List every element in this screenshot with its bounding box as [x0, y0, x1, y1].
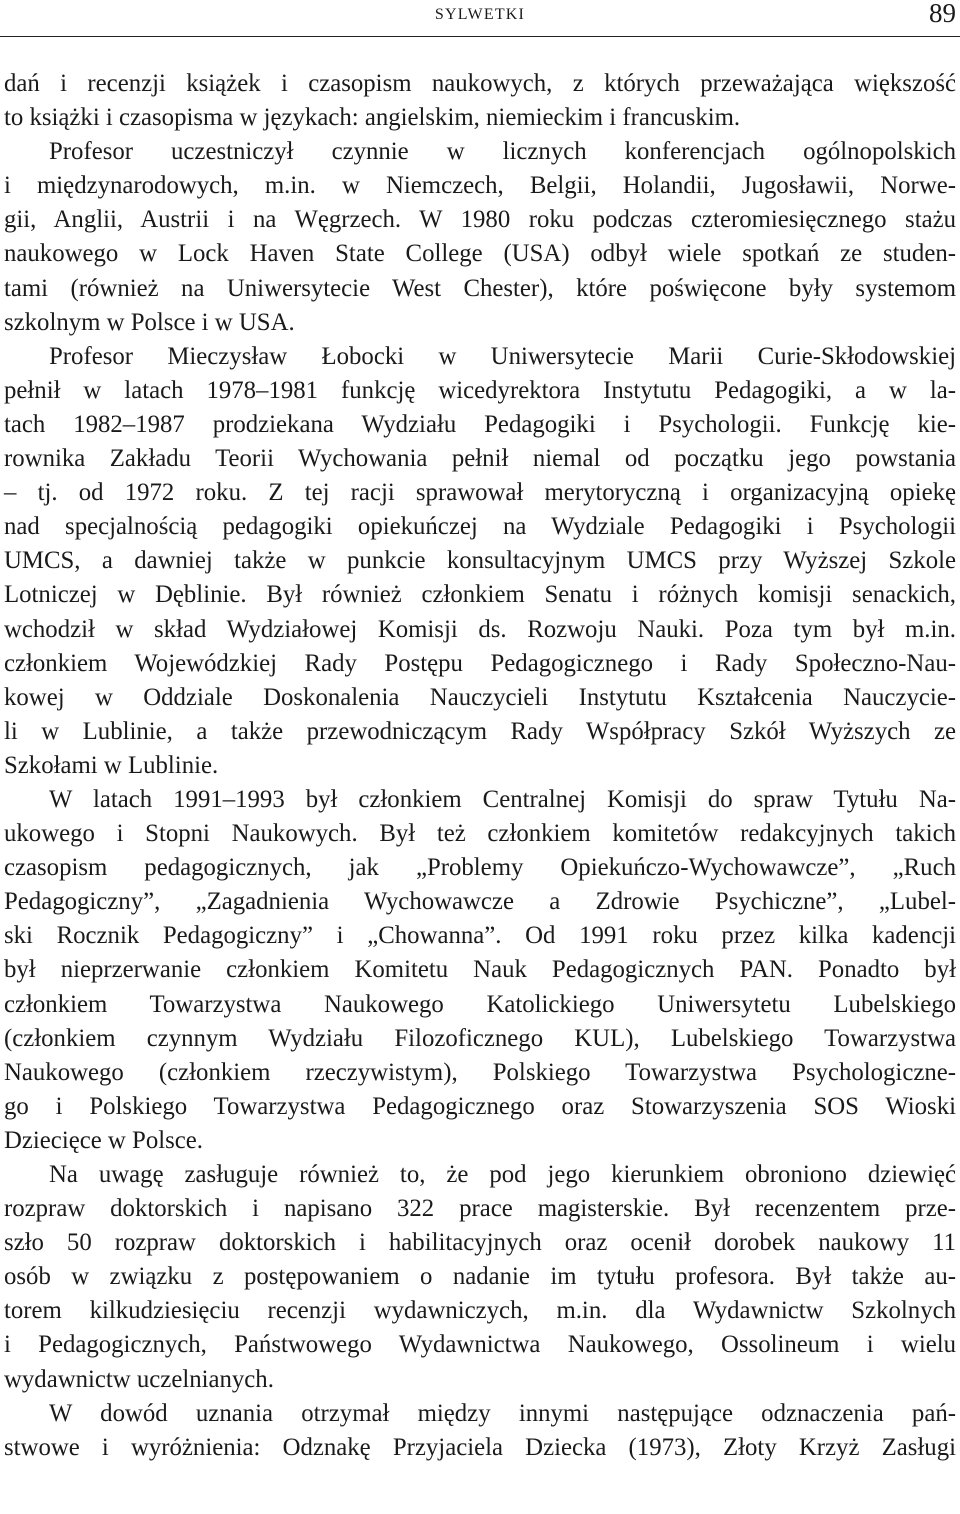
text-line: Profesor Mieczysław Łobocki w Uniwersytecie Marii Curie-Skłodowskiej: [49, 342, 956, 370]
text-line: pełnił w latach 1978–1981 funkcję wicedyrektora Instytutu Pedagogiki, a w la-: [4, 376, 956, 404]
text-line: kowej w Oddziale Doskonalenia Nauczycieli Instytutu Kształcenia Nauczycie-: [4, 683, 956, 711]
text-line: W dowód uznania otrzymał między innymi następujące odznaczenia pań-: [49, 1399, 956, 1427]
text-line: UMCS, a dawniej także w punkcie konsultacyjnym UMCS przy Wyższej Szkole: [4, 547, 956, 575]
text-line: ski Rocznik Pedagogiczny” i „Chowanna”. Od 1991 roku przez kilka kadencji: [4, 922, 956, 950]
text-line: W latach 1991–1993 był członkiem Centralnej Komisji do spraw Tytułu Na-: [49, 785, 956, 813]
text-line: i Pedagogicznych, Państwowego Wydawnictwa Naukowego, Ossolineum i wielu: [4, 1331, 956, 1359]
text-line: rownika Zakładu Teorii Wychowania pełnił niemal od początku jego powstania: [4, 445, 956, 473]
text-line: naukowego w Lock Haven State College (USA) odbył wiele spotkań ze studen-: [4, 240, 956, 268]
text-line: nad specjalnością pedagogiki opiekuńczej na Wydziale Pedagogiki i Psychologii: [4, 513, 956, 541]
text-line: gii, Anglii, Austrii i na Węgrzech. W 1980 roku podczas czteromiesięcznego stażu: [4, 206, 956, 234]
text-line: Naukowego (członkiem rzeczywistym), Polskiego Towarzystwa Psychologiczne-: [4, 1058, 956, 1086]
text-line: szło 50 rozpraw doktorskich i habilitacyjnych oraz ocenił dorobek naukowy 11: [4, 1229, 956, 1257]
page-header: [0, 0, 960, 37]
text-line: rozpraw doktorskich i napisano 322 prace magisterskie. Był recenzentem prze-: [4, 1195, 956, 1223]
body-text: [4, 67, 956, 1465]
text-line: dań i recenzji książek i czasopism naukowych, z których przeważająca większość: [4, 70, 956, 97]
page-number: 89: [929, 0, 956, 28]
text-line: Dziecięce w Polsce.: [4, 1126, 203, 1154]
text-line: osób w związku z postępowaniem o nadanie im tytułu profesora. Był także au-: [4, 1263, 956, 1291]
text-line: li w Lublinie, a także przewodniczącym Rady Współpracy Szkół Wyższych ze: [4, 717, 956, 745]
text-line: tami (również na Uniwersytecie West Chester), które poświęcone były systemom: [4, 274, 956, 302]
text-line: Na uwagę zasługuje również to, że pod jego kierunkiem obroniono dziewięć: [49, 1161, 956, 1188]
text-line: (członkiem czynnym Wydziału Filozoficznego KUL), Lubelskiego Towarzystwa: [4, 1024, 956, 1052]
text-line: wchodził w skład Wydziałowej Komisji ds. Rozwoju Nauki. Poza tym był m.in.: [4, 615, 956, 643]
text-line: członkiem Towarzystwa Naukowego Katolickiego Uniwersytetu Lubelskiego: [4, 990, 956, 1018]
text-line: tach 1982–1987 prodziekana Wydziału Pedagogiki i Psychologii. Funkcję kie-: [4, 410, 956, 438]
text-line: czasopism pedagogicznych, jak „Problemy Opiekuńczo-Wychowawcze”, „Ruch: [4, 854, 956, 882]
text-line: to książki i czasopisma w językach: angielskim, niemieckim i francuskim.: [4, 104, 741, 132]
text-line: członkiem Wojewódzkiej Rady Postępu Pedagogicznego i Rady Społeczno-Nau-: [4, 649, 956, 677]
running-head: SYLWETKI: [434, 6, 526, 23]
text-line: – tj. od 1972 roku. Z tej racji sprawował merytoryczną i organizacyjną opiekę: [4, 479, 956, 507]
text-line: Profesor uczestniczył czynnie w licznych konferencjach ogólnopolskich: [49, 138, 956, 166]
text-line: stwowe i wyróżnienia: Odznakę Przyjaciela Dziecka (1973), Złoty Krzyż Zasługi: [4, 1433, 956, 1461]
text-line: Szkołami w Lublinie.: [4, 751, 219, 779]
text-line: był nieprzerwanie członkiem Komitetu Nauk Pedagogicznych PAN. Ponadto był: [4, 956, 956, 984]
text-line: torem kilkudziesięciu recenzji wydawniczych, m.in. dla Wydawnictw Szkolnych: [4, 1297, 956, 1325]
text-line: go i Polskiego Towarzystwa Pedagogicznego oraz Stowarzyszenia SOS Wioski: [4, 1092, 956, 1120]
text-line: ukowego i Stopni Naukowych. Był też członkiem komitetów redakcyjnych takich: [4, 820, 956, 848]
text-line: Pedagogiczny”, „Zagadnienia Wychowawcze a Zdrowie Psychiczne”, „Lubel-: [4, 888, 956, 916]
text-line: szkolnym w Polsce i w USA.: [4, 308, 295, 336]
text-line: Lotniczej w Dęblinie. Był również członkiem Senatu i różnych komisji senackich,: [4, 581, 956, 609]
text-line: wydawnictw uczelnianych.: [4, 1365, 274, 1393]
text-line: i międzynarodowych, m.in. w Niemczech, Belgii, Holandii, Jugosławii, Norwe-: [4, 172, 956, 200]
